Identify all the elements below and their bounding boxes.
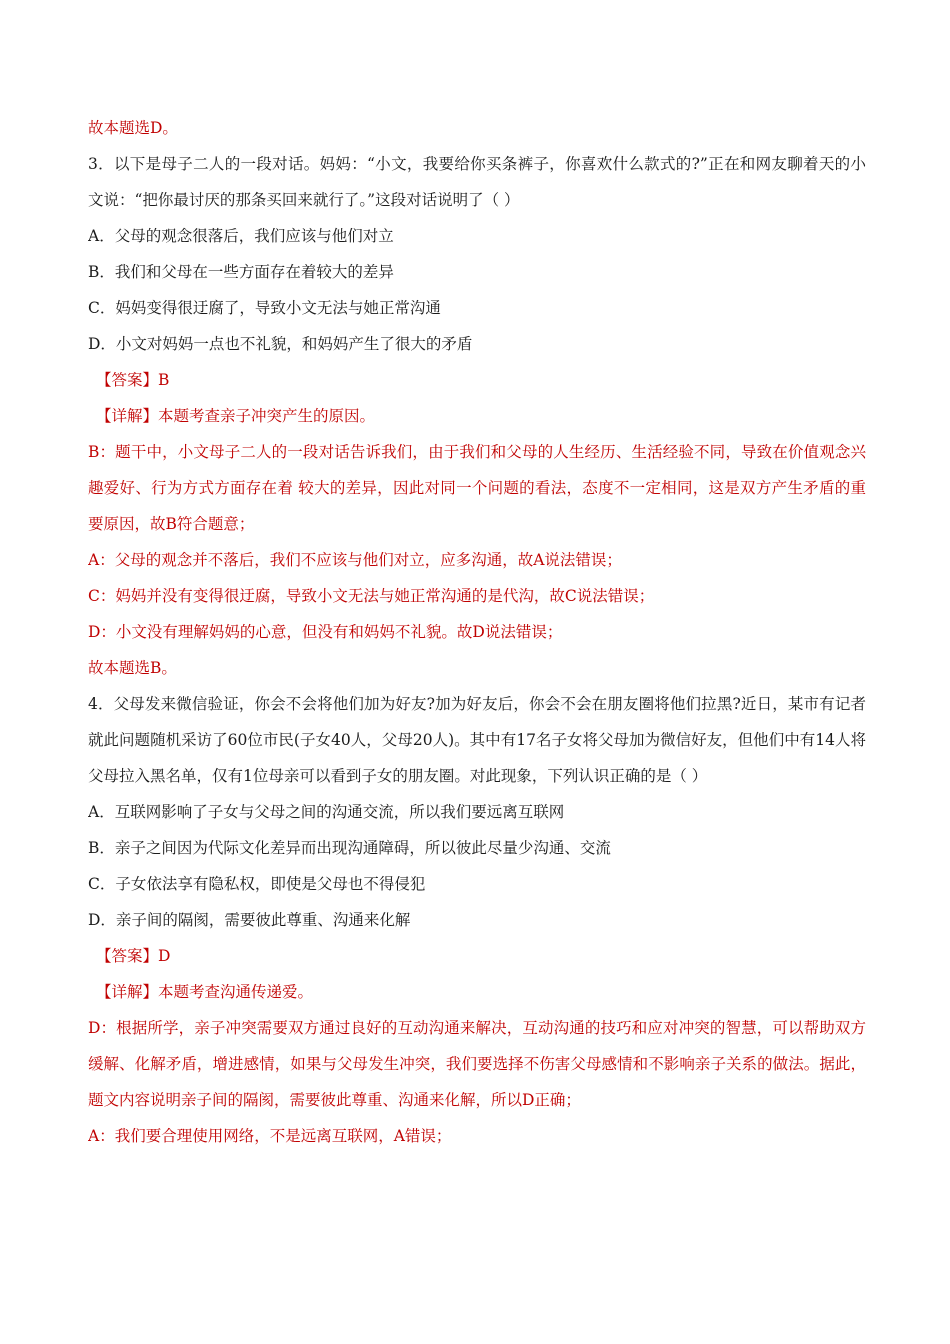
q3-option-c: C．妈妈变得很迂腐了，导致小文无法与她正常沟通 (88, 299, 441, 317)
question-3-stem: 3．以下是母子二人的一段对话。妈妈：“小文，我要给你买条裤子，你喜欢什么款式的?”正在和网友聊着天的小文说：“把你最讨厌的那条买回来就行了。”这段对话说明了（ ） (88, 155, 866, 209)
question-4-stem: 4．父母发来微信验证，你会不会将他们加为好友?加为好友后，你会不会在朋友圈将他们拉黑?近日，某市有记者就此问题随机采访了60位市民(子女40人，父母20人)。其中有17名子女将父母加为微信好友，但他们中有14人将父母拉入黑名单，仅有1位母亲可以看到子女的朋友圈。对此现象，下列认识正确的是（ ） (88, 695, 866, 785)
q4-option-d: D．亲子间的隔阂，需要彼此尊重、沟通来化解 (88, 911, 411, 929)
q4-detail-intro: 【详解】本题考查沟通传递爱。 (96, 983, 314, 1001)
previous-conclusion: 故本题选D。 (88, 119, 178, 137)
q3-option-b: B．我们和父母在一些方面存在着较大的差异 (88, 263, 394, 281)
q3-analysis-a: A：父母的观念并不落后，我们不应该与他们对立，应多沟通，故A说法错误； (88, 551, 622, 569)
q3-option-d: D．小文对妈妈一点也不礼貌，和妈妈产生了很大的矛盾 (88, 335, 473, 353)
q3-analysis-c: C：妈妈并没有变得很迂腐，导致小文无法与她正常沟通的是代沟，故C说法错误； (88, 587, 655, 605)
q3-conclusion: 故本题选B。 (88, 659, 177, 677)
q3-option-a: A．父母的观念很落后，我们应该与他们对立 (88, 227, 394, 245)
q4-analysis-a: A：我们要合理使用网络，不是远离互联网，A错误； (88, 1127, 452, 1145)
q4-analysis-d: D：根据所学，亲子冲突需要双方通过良好的互动沟通来解决，互动沟通的技巧和应对冲突的智慧，可以帮助双方缓解、化解矛盾，增进感情，如果与父母发生冲突，我们要选择不伤害父母感情和不影响亲子关系的做法。据此，题文内容说明亲子间的隔阂，需要彼此尊重、沟通来化解，所以D正确； (88, 1019, 866, 1109)
q3-answer: 【答案】B (96, 371, 170, 389)
q3-analysis-b: B：题干中，小文母子二人的一段对话告诉我们，由于我们和父母的人生经历、生活经验不同，导致在价值观念兴趣爱好、行为方式方面存在着 较大的差异，因此对同一个问题的看法，态度不一定相同，这是双方产生矛盾的重要原因，故B符合题意； (88, 443, 866, 533)
q3-analysis-d: D：小文没有理解妈妈的心意，但没有和妈妈不礼貌。故D说法错误； (88, 623, 563, 641)
q4-option-a: A．互联网影响了子女与父母之间的沟通交流，所以我们要远离互联网 (88, 803, 565, 821)
q4-option-b: B．亲子之间因为代际文化差异而出现沟通障碍，所以彼此尽量少沟通、交流 (88, 839, 611, 857)
document-page (88, 110, 866, 1154)
q3-detail-intro: 【详解】本题考查亲子冲突产生的原因。 (96, 407, 376, 425)
q4-answer: 【答案】D (96, 947, 171, 965)
q4-option-c: C．子女依法享有隐私权，即使是父母也不得侵犯 (88, 875, 426, 893)
